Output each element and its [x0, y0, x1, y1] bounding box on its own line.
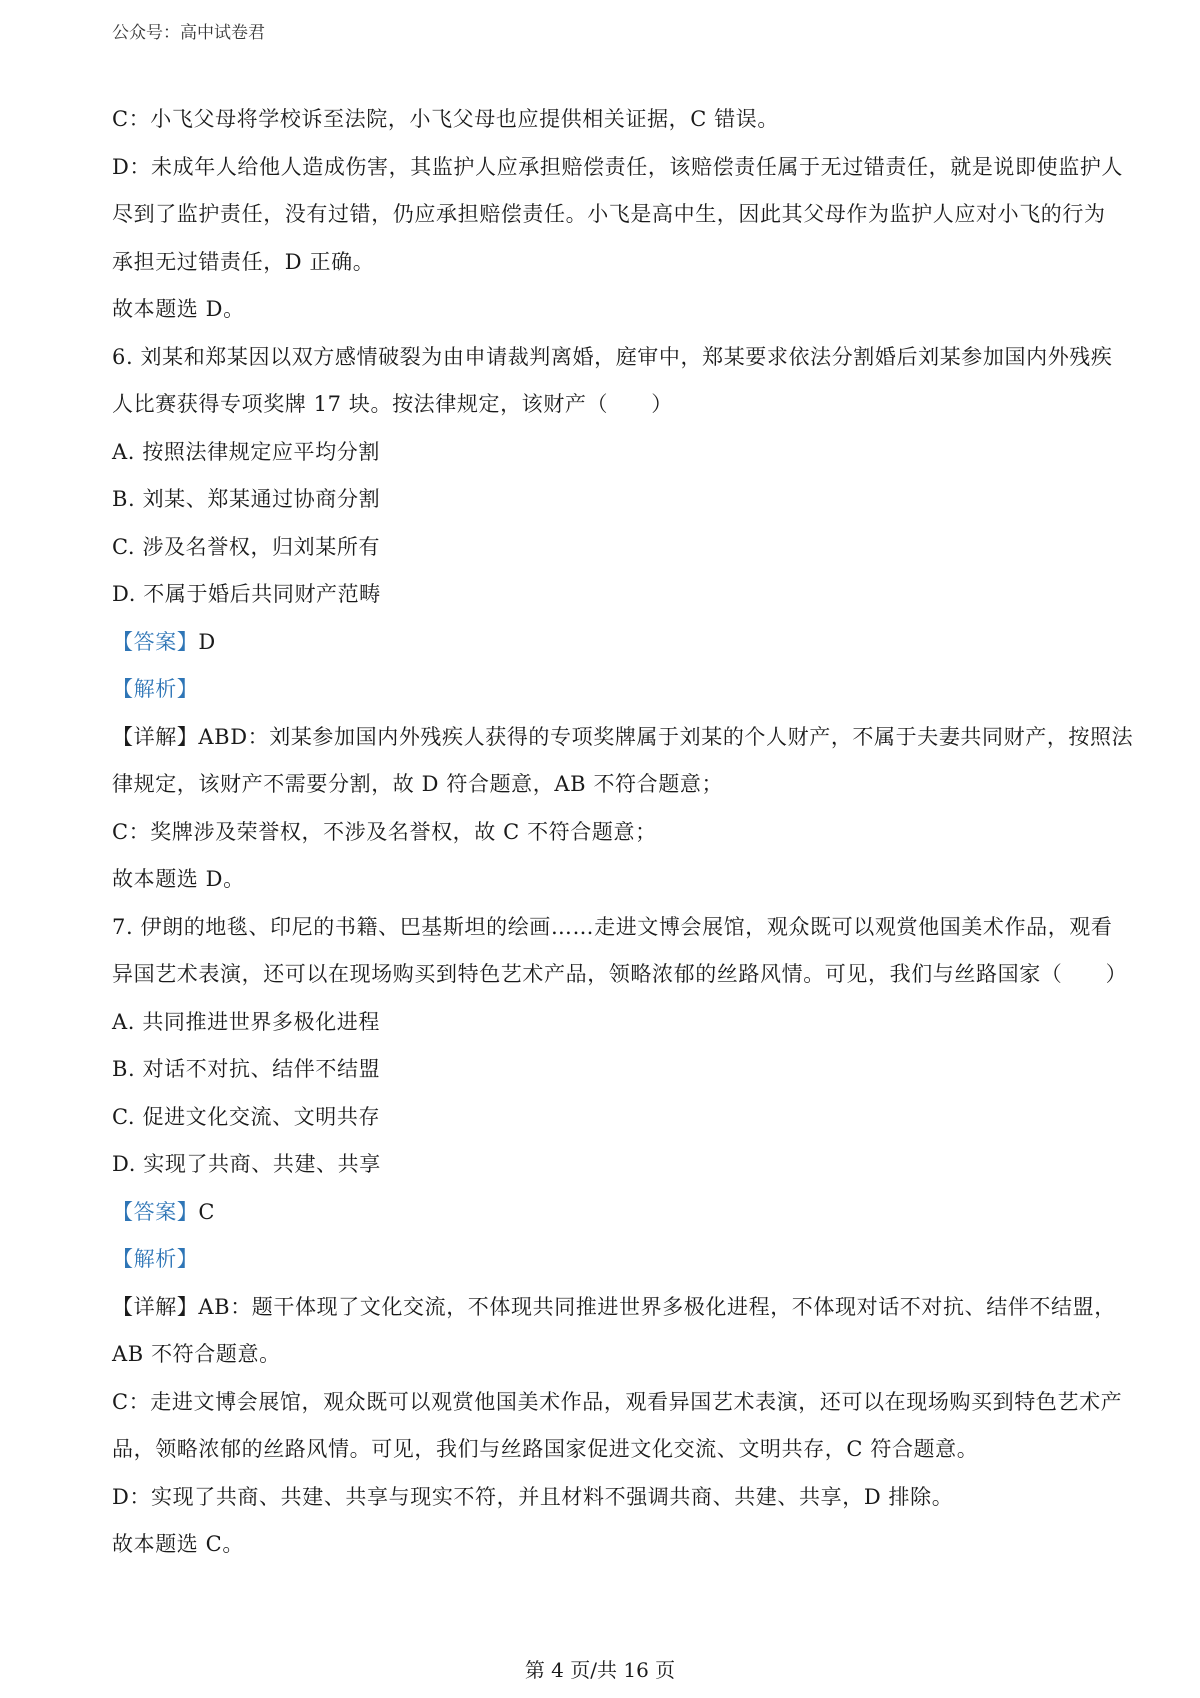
q6-answer-label: 【答案】	[112, 629, 199, 654]
q7-option-a: A. 共同推进世界多极化进程	[112, 1009, 380, 1034]
q7-option-c: C. 促进文化交流、文明共存	[112, 1104, 381, 1129]
q7-detail-line: AB 不符合题意。	[112, 1342, 281, 1366]
q6-detail-line: 律规定，该财产不需要分割，故 D 符合题意，AB 不符合题意；	[112, 772, 724, 796]
q7-detail-line: 品，领略浓郁的丝路风情。可见，我们与丝路国家促进文化交流、文明共存，C 符合题意。	[112, 1437, 979, 1461]
q7-stem-line: 异国艺术表演，还可以在现场购买到特色艺术产品，领略浓郁的丝路风情。可见，我们与丝路国家（ ）	[112, 962, 1128, 986]
q6-option-b: B. 刘某、郑某通过协商分割	[112, 487, 381, 511]
q6-detail-line: 【详解】ABD：刘某参加国内外残疾人获得的专项奖牌属于刘某的个人财产，不属于夫妻共同财产，按照法	[112, 724, 1134, 749]
q7-option-b: B. 对话不对抗、结伴不结盟	[112, 1057, 381, 1081]
q6-option-c: C. 涉及名誉权，归刘某所有	[112, 534, 381, 559]
q6-option-d: D. 不属于婚后共同财产范畴	[112, 582, 381, 606]
q7-answer-label: 【答案】	[112, 1199, 199, 1224]
q5-option-c-analysis: C：小飞父母将学校诉至法院，小飞父母也应提供相关证据，C 错误。	[112, 107, 780, 131]
q6-answer-value: D	[198, 629, 216, 654]
q7-stem-line: 7. 伊朗的地毯、印尼的书籍、巴基斯坦的绘画……走进文博会展馆，观众既可以观赏他国美术作品，观看	[112, 914, 1113, 939]
q6-stem-line: 人比赛获得专项奖牌 17 块。按法律规定，该财产（ ）	[112, 392, 673, 416]
q5-option-d-analysis-line: D：未成年人给他人造成伤害，其监护人应承担赔偿责任，该赔偿责任属于无过错责任，就是说即使监护人	[112, 154, 1124, 179]
q6-analysis-label: 【解析】	[112, 677, 199, 701]
q7-detail-line: C：走进文博会展馆，观众既可以观赏他国美术作品，观看异国艺术表演，还可以在现场购买到特色艺术产	[112, 1389, 1123, 1414]
q7-detail-line: 【详解】AB：题干体现了文化交流，不体现共同推进世界多极化进程，不体现对话不对抗、结伴不结盟，	[112, 1294, 1116, 1319]
q5-option-d-analysis-line: 承担无过错责任，D 正确。	[112, 249, 375, 274]
q7-detail-line: D：实现了共商、共建、共享与现实不符，并且材料不强调共商、共建、共享，D 排除。	[112, 1484, 954, 1509]
q7-answer-value: C	[198, 1199, 216, 1224]
page-header-source: 公众号：高中试卷君	[112, 23, 265, 43]
q6-stem-line: 6. 刘某和郑某因以双方感情破裂为由申请裁判离婚，庭审中，郑某要求依法分割婚后刘某参加国内外残疾	[112, 344, 1113, 369]
q6-answer	[112, 619, 1102, 667]
q6-conclusion: 故本题选 D。	[112, 867, 245, 891]
q5-conclusion: 故本题选 D。	[112, 297, 245, 321]
q7-analysis-label: 【解析】	[112, 1247, 199, 1271]
q7-answer	[112, 1189, 1102, 1237]
q7-conclusion: 故本题选 C。	[112, 1532, 244, 1556]
q6-option-a: A. 按照法律规定应平均分割	[112, 439, 380, 464]
q5-option-d-analysis-line: 尽到了监护责任，没有过错，仍应承担赔偿责任。小飞是高中生，因此其父母作为监护人应对小飞的行为	[112, 202, 1106, 226]
document-body	[112, 96, 1134, 1569]
page-number: 第 4 页/共 16 页	[524, 1658, 676, 1682]
q7-option-d: D. 实现了共商、共建、共享	[112, 1152, 381, 1176]
q6-detail-line: C：奖牌涉及荣誉权，不涉及名誉权，故 C 不符合题意；	[112, 819, 657, 844]
